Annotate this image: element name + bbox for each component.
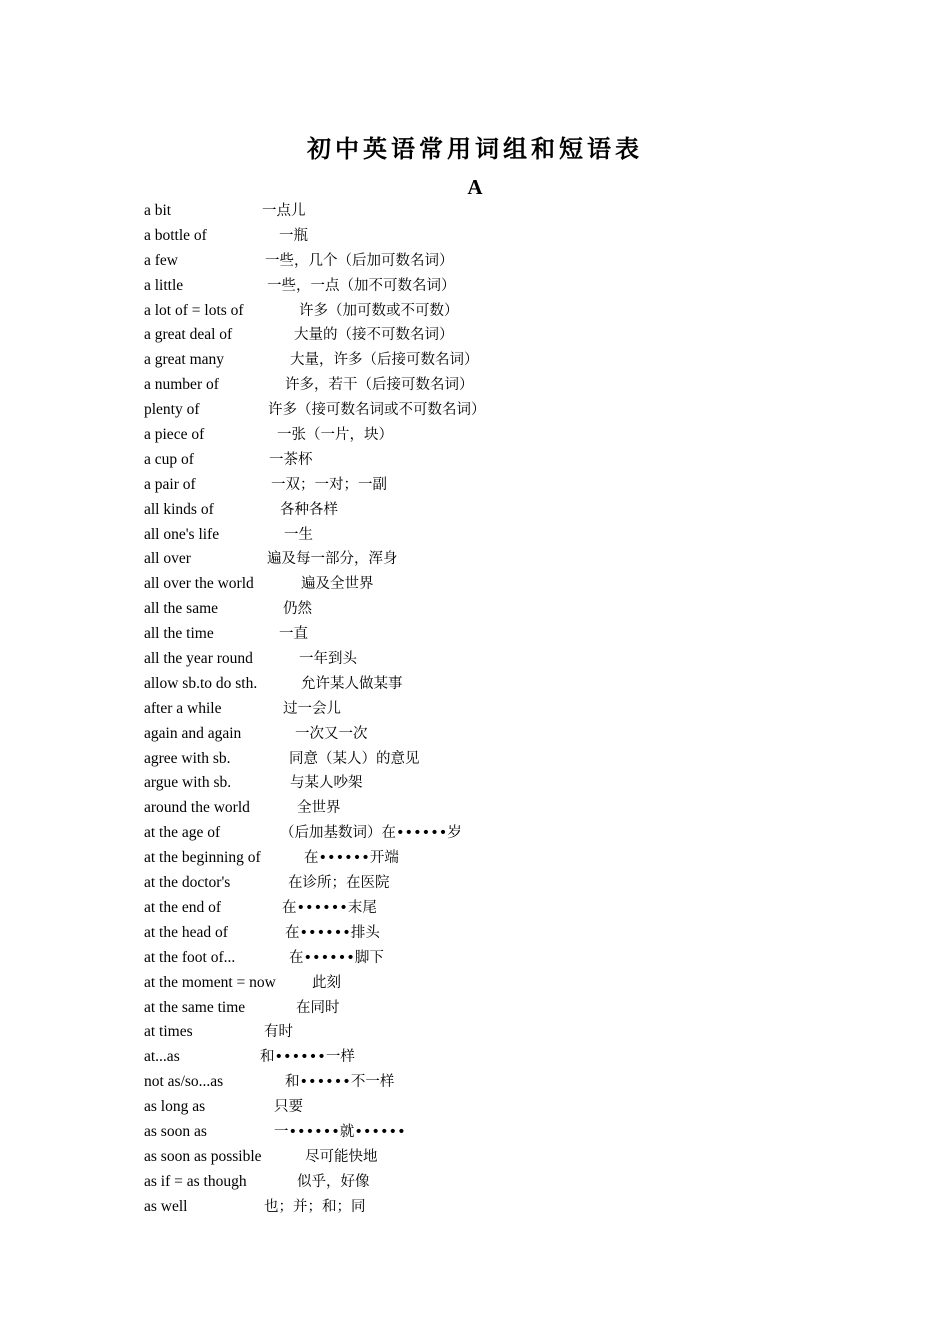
phrase-english: around the world <box>144 799 250 817</box>
phrase-english: at the age of <box>144 824 221 842</box>
phrase-entry <box>144 971 844 996</box>
phrase-entry <box>144 398 844 423</box>
phrase-english: a great many <box>144 351 225 369</box>
phrase-entry <box>144 547 844 572</box>
phrase-chinese: 遍及每一部分，浑身 <box>267 551 398 568</box>
phrase-entry <box>144 1020 844 1045</box>
phrase-english: at the head of <box>144 923 228 941</box>
phrase-chinese: 全世界 <box>297 800 341 817</box>
phrase-chinese: 一双；一对；一副 <box>271 476 387 493</box>
phrase-entry <box>144 871 844 896</box>
phrase-entry <box>144 672 844 697</box>
phrase-chinese: 一••••••就•••••• <box>274 1123 406 1140</box>
phrase-chinese: 许多，若干（后接可数名词） <box>285 377 474 394</box>
phrase-english: a cup of <box>144 450 194 468</box>
phrase-chinese: 与某人吵架 <box>290 775 363 792</box>
phrase-english: at the foot of... <box>144 948 236 966</box>
phrase-chinese: 在同时 <box>296 999 340 1016</box>
phrase-chinese: 许多（接可数名词或不可数名词） <box>268 402 486 419</box>
phrase-english: as soon as <box>144 1122 207 1140</box>
phrase-entry <box>144 1070 844 1095</box>
phrase-entry <box>144 1195 844 1220</box>
phrase-english: a piece of <box>144 426 205 444</box>
phrase-chinese: 一年到头 <box>299 651 357 668</box>
phrase-english: a lot of = lots of <box>144 301 244 319</box>
phrase-english: at times <box>144 1023 193 1041</box>
phrase-english: all kinds of <box>144 500 214 518</box>
phrase-entry <box>144 473 844 498</box>
phrase-english: a great deal of <box>144 326 233 344</box>
phrase-chinese: 一些，一点（加不可数名词） <box>267 277 456 294</box>
phrase-chinese: 有时 <box>264 1024 293 1041</box>
phrase-entry <box>144 249 844 274</box>
phrase-english: as soon as possible <box>144 1147 262 1165</box>
phrase-chinese: 一茶杯 <box>269 451 313 468</box>
phrase-chinese: 一张（一片，块） <box>277 427 393 444</box>
phrase-chinese: 各种各样 <box>280 501 338 518</box>
phrase-english: again and again <box>144 724 242 742</box>
phrase-entry <box>144 1145 844 1170</box>
phrase-chinese: 在诊所；在医院 <box>288 875 390 892</box>
phrase-english: a pair of <box>144 475 196 493</box>
phrase-entry <box>144 1170 844 1195</box>
phrase-chinese: 和••••••不一样 <box>285 1074 395 1091</box>
phrase-chinese: 大量，许多（后接可数名词） <box>290 352 479 369</box>
phrase-english: plenty of <box>144 401 200 419</box>
phrase-list <box>144 199 844 1220</box>
phrase-entry <box>144 348 844 373</box>
phrase-chinese: 和••••••一样 <box>260 1049 355 1066</box>
phrase-chinese: 一瓶 <box>279 227 308 244</box>
phrase-english: agree with sb. <box>144 749 231 767</box>
phrase-english: argue with sb. <box>144 774 232 792</box>
phrase-english: all over <box>144 550 191 568</box>
phrase-chinese: 在••••••开端 <box>304 850 399 867</box>
phrase-entry <box>144 274 844 299</box>
phrase-english: as if = as though <box>144 1172 247 1190</box>
phrase-english: all one's life <box>144 525 220 543</box>
phrase-entry <box>144 747 844 772</box>
phrase-entry <box>144 498 844 523</box>
phrase-chinese: 一点儿 <box>262 203 306 219</box>
phrase-chinese: 在••••••排头 <box>285 924 380 941</box>
phrase-chinese: 一些，几个（后加可数名词） <box>265 252 454 269</box>
phrase-entry <box>144 224 844 249</box>
phrase-chinese: 遍及全世界 <box>301 576 374 593</box>
phrase-chinese: 仍然 <box>283 601 312 618</box>
phrase-entry <box>144 946 844 971</box>
phrase-entry <box>144 796 844 821</box>
phrase-english: all the same <box>144 600 219 618</box>
phrase-english: not as/so...as <box>144 1073 224 1091</box>
phrase-english: as long as <box>144 1098 206 1116</box>
phrase-entry <box>144 299 844 324</box>
phrase-entry <box>144 1095 844 1120</box>
phrase-entry <box>144 1120 844 1145</box>
phrase-english: a bit <box>144 202 172 219</box>
phrase-chinese: 似乎，好像 <box>297 1173 370 1190</box>
phrase-english: at the doctor's <box>144 874 231 892</box>
phrase-chinese: 许多（加可数或不可数） <box>299 302 459 319</box>
phrase-entry <box>144 921 844 946</box>
phrase-entry <box>144 323 844 348</box>
section-heading: A <box>467 175 483 199</box>
phrase-chinese: 同意（某人）的意见 <box>289 750 420 767</box>
phrase-entry <box>144 572 844 597</box>
phrase-english: at the same time <box>144 998 246 1016</box>
phrase-entry <box>144 622 844 647</box>
phrase-entry <box>144 697 844 722</box>
phrase-english: a bottle of <box>144 226 207 244</box>
phrase-english: at...as <box>144 1048 180 1066</box>
phrase-chinese: 只要 <box>274 1099 303 1116</box>
phrase-entry <box>144 846 844 871</box>
phrase-chinese: 也；并；和；同 <box>264 1198 366 1215</box>
phrase-chinese: 一直 <box>279 626 308 643</box>
phrase-entry <box>144 821 844 846</box>
phrase-english: a little <box>144 276 184 294</box>
phrase-entry <box>144 771 844 796</box>
phrase-english: a number of <box>144 376 219 394</box>
phrase-entry <box>144 199 844 224</box>
phrase-english: all the year round <box>144 650 253 668</box>
phrase-english: a few <box>144 251 178 269</box>
phrase-english: at the moment = now <box>144 973 276 991</box>
phrase-english: all over the world <box>144 575 254 593</box>
phrase-english: allow sb.to do sth. <box>144 674 258 692</box>
phrase-english: as well <box>144 1197 188 1215</box>
phrase-entry <box>144 448 844 473</box>
phrase-chinese: 在••••••末尾 <box>282 899 377 916</box>
phrase-entry <box>144 722 844 747</box>
phrase-english: after a while <box>144 699 222 717</box>
phrase-entry <box>144 523 844 548</box>
phrase-chinese: 允许某人做某事 <box>301 675 403 692</box>
phrase-entry <box>144 373 844 398</box>
phrase-chinese: 尽可能快地 <box>305 1148 378 1165</box>
phrase-entry <box>144 896 844 921</box>
page-title: 初中英语常用词组和短语表 <box>307 134 643 163</box>
phrase-chinese: 一次又一次 <box>295 725 368 742</box>
phrase-entry <box>144 423 844 448</box>
phrase-chinese: （后加基数词）在••••••岁 <box>280 825 462 842</box>
phrase-chinese: 大量的（接不可数名词） <box>294 327 454 344</box>
phrase-chinese: 一生 <box>284 526 313 543</box>
phrase-entry <box>144 647 844 672</box>
phrase-entry <box>144 996 844 1021</box>
phrase-english: all the time <box>144 625 214 643</box>
phrase-entry <box>144 1045 844 1070</box>
phrase-chinese: 在••••••脚下 <box>289 949 384 966</box>
phrase-english: at the end of <box>144 898 222 916</box>
phrase-chinese: 此刻 <box>312 974 341 991</box>
phrase-chinese: 过一会儿 <box>283 700 341 717</box>
phrase-entry <box>144 597 844 622</box>
phrase-english: at the beginning of <box>144 849 261 867</box>
